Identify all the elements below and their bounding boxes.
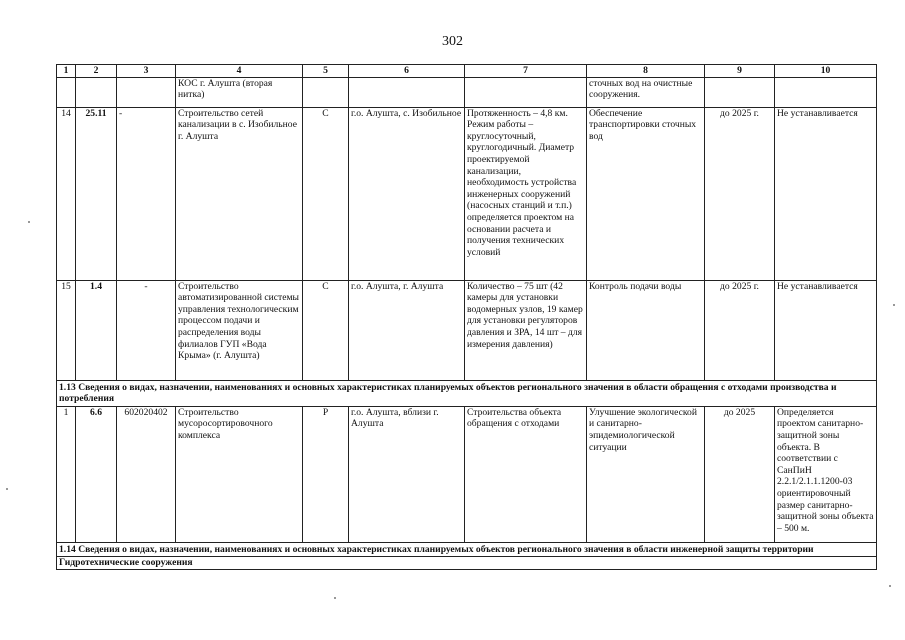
cell-name: Строительство сетей канализации в с. Изобильное г. Алушта [176, 107, 303, 280]
cell-number: 15 [57, 280, 76, 380]
table-row [57, 406, 877, 542]
scan-speck [28, 221, 30, 223]
cell-characteristics: Строительства объекта обращения с отходами [465, 406, 587, 542]
section-heading-1-14: 1.14 Сведения о видах, назначении, наименованиях и основных характеристиках планируемых объектов регионального значения в области инженерной защиты территории [57, 542, 877, 557]
cell-location: г.о. Алушта, с. Изобильное [349, 107, 465, 280]
cell-deadline [705, 77, 775, 107]
cell-purpose: Контроль подачи воды [587, 280, 705, 380]
table-row [57, 107, 877, 280]
cell-name: КОС г. Алушта (вторая нитка) [176, 77, 303, 107]
cell-id [117, 77, 176, 107]
cell-status: С [303, 280, 349, 380]
scan-speck [893, 304, 895, 306]
cell-code: 1.4 [76, 280, 117, 380]
cell-location: г.о. Алушта, г. Алушта [349, 280, 465, 380]
cell-characteristics: Количество – 75 шт (42 камеры для установки водомерных узлов, 19 камер для установки регуляторов давления и ЗРА, 14 шт – для измерения давления) [465, 280, 587, 380]
planned-objects-table [56, 64, 877, 570]
cell-zone: Определяется проектом санитарно-защитной зоны объекта. В соответствии с СанПиН 2.2.1/2.1.1.1200-03 ориентировочный размер санитарно-защитной зоны объекта – 500 м. [775, 406, 877, 542]
column-header: 2 [76, 65, 117, 78]
cell-location: г.о. Алушта, вблизи г. Алушта [349, 406, 465, 542]
cell-code: 6.6 [76, 406, 117, 542]
cell-purpose: Обеспечение транспортировки сточных вод [587, 107, 705, 280]
cell-number: 1 [57, 406, 76, 542]
subsection-row [57, 557, 877, 570]
cell-id: - [117, 107, 176, 280]
column-header: 1 [57, 65, 76, 78]
section-heading-1-13: 1.13 Сведения о видах, назначении, наименованиях и основных характеристиках планируемых объектов регионального значения в области обращения с отходами производства и потребления [57, 380, 877, 406]
column-header: 9 [705, 65, 775, 78]
cell-purpose: Улучшение экологической и санитарно-эпидемиологической ситуации [587, 406, 705, 542]
section-row [57, 380, 877, 406]
cell-code [76, 77, 117, 107]
column-header-row [57, 65, 877, 78]
table-row [57, 280, 877, 380]
scan-speck [334, 597, 336, 599]
column-header: 4 [176, 65, 303, 78]
cell-zone: Не устанавливается [775, 107, 877, 280]
section-row [57, 542, 877, 557]
cell-name: Строительство мусоросортировочного комплекса [176, 406, 303, 542]
cell-location [349, 77, 465, 107]
page-number: 302 [442, 34, 463, 49]
cell-deadline: до 2025 г. [705, 107, 775, 280]
column-header: 8 [587, 65, 705, 78]
cell-characteristics [465, 77, 587, 107]
table-row [57, 77, 877, 107]
cell-code: 25.11 [76, 107, 117, 280]
cell-status: Р [303, 406, 349, 542]
subsection-heading: Гидротехнические сооружения [57, 557, 877, 570]
cell-name: Строительство автоматизированной системы управления технологическим процессом подачи и распределения воды филиалов ГУП «Вода Крыма» (г. Алушта) [176, 280, 303, 380]
cell-deadline: до 2025 [705, 406, 775, 542]
column-header: 6 [349, 65, 465, 78]
cell-id: 602020402 [117, 406, 176, 542]
column-header: 7 [465, 65, 587, 78]
cell-status [303, 77, 349, 107]
scan-speck [6, 488, 8, 490]
column-header: 5 [303, 65, 349, 78]
cell-zone: Не устанавливается [775, 280, 877, 380]
column-header: 3 [117, 65, 176, 78]
cell-number [57, 77, 76, 107]
cell-purpose: сточных вод на очистные сооружения. [587, 77, 705, 107]
cell-status: С [303, 107, 349, 280]
column-header: 10 [775, 65, 877, 78]
scan-speck [889, 585, 891, 587]
cell-number: 14 [57, 107, 76, 280]
cell-characteristics: Протяженность – 4,8 км. Режим работы – круглосуточный, круглогодичный. Диаметр проектируемой канализации, необходимость устройства инженерных сооружений (насосных станций и т.п.) определяется проектом на основании расчета и получения технических условий [465, 107, 587, 280]
cell-id: - [117, 280, 176, 380]
cell-deadline: до 2025 г. [705, 280, 775, 380]
cell-zone [775, 77, 877, 107]
